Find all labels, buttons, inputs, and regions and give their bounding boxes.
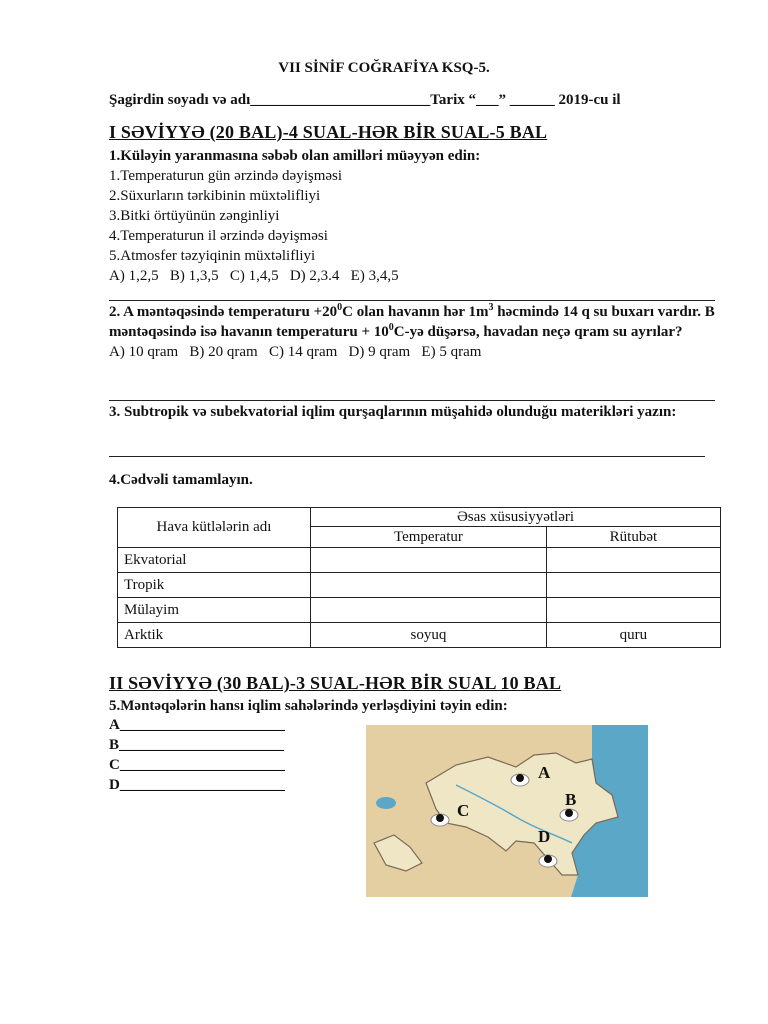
table-header-name: Hava kütlələrin adı — [118, 508, 311, 548]
table-header-humidity: Rütubət — [546, 527, 720, 548]
answer-line-d[interactable]: D______________________ — [109, 777, 285, 793]
table-cell-temperature[interactable] — [311, 548, 547, 573]
question-3-text: 3. Subtropik və subekvatorial iqlim qurşaqlarının müşahidə olunduğu materikləri yazın: — [109, 404, 677, 420]
question-4 — [109, 470, 253, 490]
list-item: 2.Süxurların tərkibinin müxtəlifliyi — [109, 188, 321, 204]
table-cell-temperature[interactable] — [311, 598, 547, 623]
question-5-text: 5.Məntəqələrin hansı iqlim sahələrində yerləşdiyini təyin edin: — [109, 698, 508, 714]
table-cell-name: Tropik — [118, 573, 311, 598]
table-row — [118, 623, 721, 648]
question-2-text: 2. A məntəqəsində temperaturu $+20^0C$ olan havanın hər $1m^3$ həcmində 14 q su buxarı vardır. B məntəqəsində isə havanın temperaturu + $10^0C-yə$ düşərsə, havadan neçə qram su ayrılar? — [109, 302, 715, 340]
student-info-line: Şagirdin soyadı və adı________________________Tarix “___” ______ 2019-cu il — [109, 92, 621, 108]
table-row — [118, 548, 721, 573]
answer-line-a[interactable]: A______________________ — [109, 717, 285, 733]
question-1-text: 1.Küləyin yaranmasına səbəb olan amilləri müəyyən edin: — [109, 148, 481, 164]
table-cell-name: Arktik — [118, 623, 311, 648]
level1-heading: I SƏVİYYƏ (20 BAL)-4 SUAL-HƏR BİR SUAL-5 BAL — [109, 122, 548, 142]
table-header-temperature: Temperatur — [311, 527, 547, 548]
table-cell-humidity[interactable] — [546, 598, 720, 623]
page-title: VII SİNİF COĞRAFİYA KSQ-5. — [278, 60, 490, 76]
azerbaijan-map — [366, 725, 648, 897]
map-label-b: B — [565, 790, 577, 809]
level2-heading: II SƏVİYYƏ (30 BAL)-3 SUAL-HƏR BİR SUAL 10 BAL — [109, 673, 562, 693]
table-cell-humidity[interactable] — [546, 548, 720, 573]
answer-line-b[interactable]: B______________________ — [109, 737, 285, 753]
map-label-a: A — [538, 763, 551, 782]
question-3 — [109, 402, 709, 422]
answer-line-c[interactable]: C______________________ — [109, 757, 285, 773]
table-row — [118, 598, 721, 623]
question-5 — [109, 696, 508, 716]
map-svg — [366, 725, 648, 897]
answer-options: A) 1,2,5 B) 1,3,5 C) 1,4,5 D) 2,3.4 E) 3,4,5 — [109, 268, 399, 284]
table-cell-name: Ekvatorial — [118, 548, 311, 573]
question-4-text: 4.Cədvəli tamamlayın. — [109, 472, 253, 488]
answer-options: A) 10 qram B) 20 qram C) 14 qram D) 9 qram E) 5 qram — [109, 344, 482, 360]
table-cell-temperature: soyuq — [311, 623, 547, 648]
answer-list — [109, 715, 285, 795]
air-masses-table — [117, 507, 721, 648]
answer-line[interactable] — [109, 456, 705, 457]
divider — [109, 300, 715, 301]
table-row — [118, 573, 721, 598]
question-2 — [109, 302, 715, 362]
map-lake — [376, 797, 396, 809]
list-item: 1.Temperaturun gün ərzində dəyişməsi — [109, 168, 343, 184]
list-item: 5.Atmosfer təzyiqinin müxtəlifliyi — [109, 248, 316, 264]
table-cell-name: Mülayim — [118, 598, 311, 623]
map-label-c: C — [457, 801, 470, 820]
list-item: 3.Bitki örtüyünün zənginliyi — [109, 208, 280, 224]
table-cell-humidity: quru — [546, 623, 720, 648]
table-header-group: Əsas xüsusiyyətləri — [311, 508, 721, 527]
table-cell-temperature[interactable] — [311, 573, 547, 598]
divider — [109, 400, 715, 401]
table-cell-humidity[interactable] — [546, 573, 720, 598]
list-item: 4.Temperaturun il ərzində dəyişməsi — [109, 228, 328, 244]
map-label-d: D — [538, 827, 551, 846]
question-1 — [109, 146, 480, 286]
